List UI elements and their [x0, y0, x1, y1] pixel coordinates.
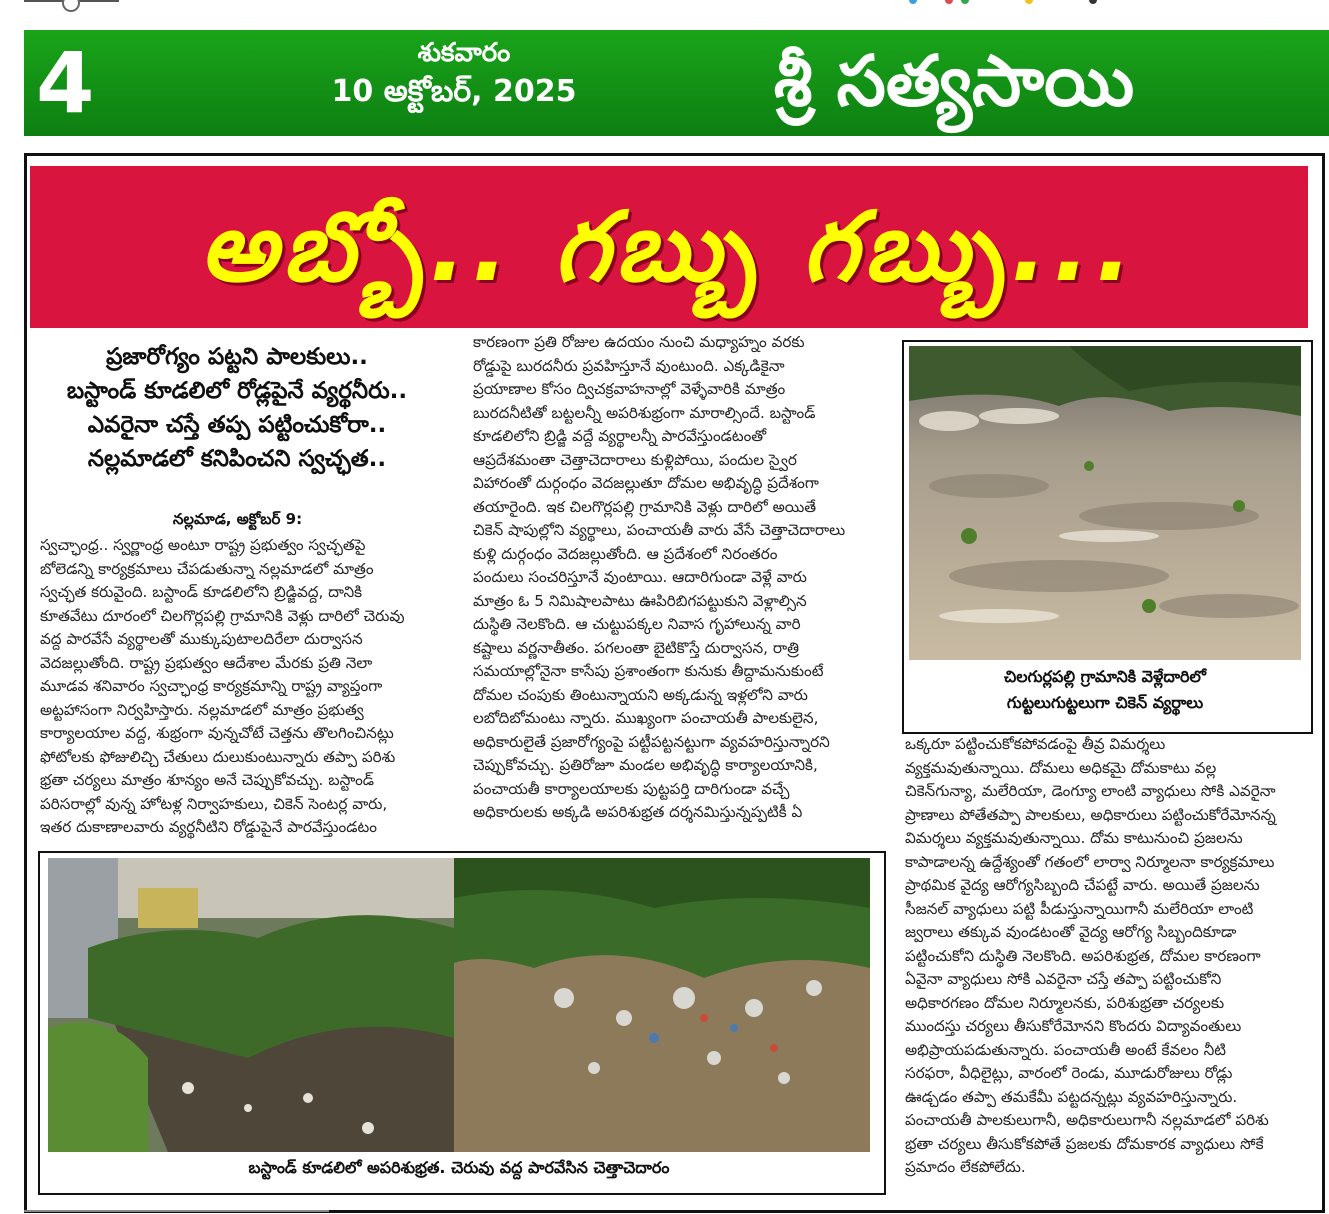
body-line: అధికారులైతే ప్రజారోగ్యంపై పట్టీపట్టనట్టుగా వ్యవహరిస్తున్నారని — [473, 732, 830, 751]
bottom-rule — [24, 1210, 329, 1212]
page-number: 4 — [36, 34, 95, 132]
body-line: సరఫరా, వీధిలైట్లు, వారంలో రెండు, మూడురోజులు రోడ్లు — [905, 1064, 1233, 1082]
body-line: మూడవ శనివారం స్వచ్ఛాంధ్ర కార్యక్రమాన్ని రాష్ట్ర వ్యాప్తంగా — [40, 677, 383, 695]
bottom-photo-caption: బస్టాండ్ కూడలిలో అపరిశుభ్రత. చెరువు వద్ద పారవేసిన చెత్తాచెదారం — [248, 1158, 670, 1177]
caption-line: గుట్టలుగుట్టలుగా చికెన్ వ్యర్థాలు — [1006, 693, 1204, 712]
body-line: పట్టించుకోని దుస్థితి నెలకొంది. అపరిశుభ్రత, దోమల కారణంగా — [905, 946, 1261, 965]
body-line: సమయాల్లోనైనా కాసేపు ప్రశాంతంగా కునుకు తీద్దామనుకుంటే — [473, 662, 824, 680]
body-line: భ్రతా చర్యలు మాత్రం శూన్యం అనే చెప్పుకోవచ్చు. బస్టాండ్ — [40, 771, 375, 789]
body-line: కార్యాలయాల వద్ద, శుభ్రంగా వున్నచోటే చెత్తను తొలగించినట్లు — [40, 724, 394, 742]
deck-line: నల్లమాడలో కనిపించని స్వచ్ఛత.. — [87, 446, 387, 472]
article-column-3 — [905, 733, 1317, 1180]
body-line: రోడ్డుపై బురదనీరు ప్రవహిస్తూనే వుంటుంది. ఎక్కడికైనా — [473, 356, 785, 375]
body-line: ఇతర దుకాణాలవారు వ్యర్థనీటిని రోడ్డుపైనే పారవేస్తుండటం — [40, 818, 377, 836]
body-line: ప్రమాదం లేకపోలేదు. — [905, 1158, 1026, 1176]
body-line: తయారైంది. ఇక చిలగొర్లపల్లి గ్రామానికి వెళ్లు దారిలో అయితే — [473, 497, 817, 516]
body-line: సీజనల్ వ్యాధులు పట్టి పీడుస్తున్నాయిగానీ మలేరియా లాంటి — [905, 899, 1254, 918]
body-line: ఊడ్చడం తప్పా తమకేమీ పట్టదన్నట్లు వ్యవహరిస్తున్నారు. — [905, 1087, 1238, 1106]
body-line: లబోదిబోమంటు న్నారు. ముఖ్యంగా పంచాయతీ పాలకులైన, — [473, 709, 819, 727]
body-line: భ్రతా చర్యలు తీసుకోకపోతే ప్రజలకు దోమకారక వ్యాధులు సోకే — [905, 1134, 1264, 1153]
body-line: అధికారగణం దోమల నిర్మూలనకు, పరిశుభ్రతా చర్యలకు — [905, 993, 1225, 1012]
body-line: స్వచ్ఛత కరువైంది. బస్టాండ్ కూడలిలోని బ్రిడ్జివద్ద, దానికి — [40, 583, 363, 601]
subheadline-deck — [38, 340, 436, 476]
body-line: చెప్పుకోవచ్చు. ప్రతిరోజూ మండల అభివృద్ధి కార్యాలయానికి, — [473, 756, 818, 774]
body-line: బురదనీటితో బట్టలన్నీ అపరిశుభ్రంగా మారాల్సిందే. బస్టాండ్ — [473, 403, 816, 422]
body-line: పందులు సంచరిస్తూనే వుంటాయి. ఆదారిగుండా వెళ్లే వారు — [473, 568, 807, 586]
body-line: అట్టహాసంగా నిర్వహిస్తారు. నల్లమాడలో మాత్రం ప్రభుత్వ — [40, 700, 364, 719]
body-line: వెదజల్లుతోంది. రాష్ట్ర ప్రభుత్వం ఆదేశాల మేరకు ప్రతి నెలా — [40, 653, 373, 672]
body-line: ప్రాణాలు పోతేతప్పా పాలకులు, అధికారులు పట్టించుకోరేమోనన్న — [905, 805, 1276, 824]
body-line: అధికారులకు అక్కడి అపరిశుభ్రత దర్శనమిస్తున్నప్పటికీ ఏ — [473, 803, 803, 821]
caption-line: చిలగుర్లపల్లి గ్రామానికి వెళ్లేదారిలో — [1004, 667, 1206, 686]
body-line: చికెన్ షాపుల్లోని వ్యర్థాలు, పంచాయతీ వారు వేసే చెత్తాచెదారాలు — [473, 521, 846, 539]
body-line: ప్రయాణాల కోసం ద్విచక్రవాహనాల్లో వెళ్ళేవారికి మాత్రం — [473, 380, 786, 398]
body-line: పంచాయతీ కార్యాలయాలకు పుట్టపర్తి దారిగుండా వచ్చే — [473, 779, 790, 798]
body-line: ఒక్కరూ పట్టించుకోకపోవడంపై తీవ్ర విమర్శలు — [905, 735, 1166, 753]
body-line: బోలెడన్ని కార్యక్రమాలు చేపడుతున్నా నల్లమాడలో మాత్రం — [40, 559, 374, 578]
article-column-1 — [40, 534, 440, 840]
body-line: కాపాడాలన్న ఉద్దేశ్యంతో గతంలో లార్వా నిర్మూలనా కార్యక్రమాలు — [905, 852, 1275, 871]
body-line: దుస్థితి నెలకొంది. ఆ చుట్టుపక్కల నివాస గృహాలున్న వారి — [473, 615, 801, 633]
deck-line: ప్రజారోగ్యం పట్టని పాలకులు.. — [106, 344, 368, 370]
body-line: దోమల చంపుకు తింటున్నాయని అక్కడున్న ఇళ్లలోని వారు — [473, 685, 808, 704]
body-line: కూతవేటు దూరంలో చిలగొర్లపల్లి గ్రామానికి వెళ్లు దారిలో చెరువు — [40, 606, 405, 625]
body-line: పరిసరాల్లో వున్న హోటళ్ల నిర్వాహకులు, చికెన్ సెంటర్ల వారు, — [40, 794, 388, 813]
body-line: కుళ్లి దుర్గంధం వెదజల్లుతోంది. ఆ ప్రదేశంలో నిరంతరం — [473, 544, 778, 563]
body-line: జ్వరాలు తక్కువ వుండటంతో వైద్య ఆరోగ్య సిబ్బందికూడా — [905, 923, 1237, 941]
bus-stand-photo — [48, 858, 454, 1152]
body-line: ఏవైనా వ్యాధులు సోకి ఎవరైనా చస్తే తప్పా పట్టించుకోని — [905, 970, 1222, 988]
body-line: వద్ద పారవేసే వ్యర్థాలతో ముక్కుపుటాలదిరేలా దుర్వాసన — [40, 630, 363, 648]
deck-line: బస్టాండ్ కూడలిలో రోడ్లపైనే వ్యర్థనీరు.. — [66, 378, 408, 404]
body-line: వ్యక్తమవుతున్నాయి. దోమలు అధికమై దోమకాటు వల్ల — [905, 758, 1217, 777]
body-line: స్వచ్ఛాంధ్ర.. స్వర్ణాంధ్ర అంటూ రాష్ట్ర ప్రభుత్వం స్వచ్ఛతపై — [40, 536, 366, 554]
masthead — [24, 30, 1329, 136]
masthead-district-title: శ్రీ సత్యసాయి — [773, 39, 1135, 122]
color-dots-decoration — [905, 0, 1105, 4]
masthead-day: శుకవారం — [417, 38, 511, 68]
dateline: నల్లమాడ, అక్టోబర్ 9: — [172, 510, 303, 528]
article-column-2 — [473, 331, 885, 825]
headline-banner — [30, 166, 1308, 328]
body-line: అభిప్రాయపడుతున్నారు. పంచాయతీ అంటే కేవలం నీటి — [905, 1040, 1226, 1059]
body-line: కూడలిలోని బ్రిడ్జి వద్దే వ్యర్థాలన్నీ పారవేస్తుండటంతో — [473, 427, 767, 445]
chicken-waste-photo — [909, 346, 1301, 660]
body-line: ఫోటోలకు ఫోజులిచ్చి చేతులు దులుకుంటున్నారు తప్పా పరిశు — [40, 747, 396, 766]
headline: అబ్బో.. గబ్బు గబ్బు... — [199, 191, 1139, 303]
pond-garbage-photo — [454, 858, 870, 1152]
body-line: చికెన్‌గున్యా, మలేరియా, డెంగ్యూ లాంటి వ్యాధులు సోకి ఎవరైనా — [905, 782, 1276, 800]
body-line: కారణంగా ప్రతి రోజుల ఉదయం నుంచి మధ్యాహ్నం వరకు — [473, 333, 805, 351]
masthead-date: 10 అక్టోబర్, 2025 — [331, 74, 577, 109]
right-photo-caption — [909, 664, 1301, 716]
deck-line: ఎవరైనా చస్తే తప్ప పట్టించుకోరా.. — [87, 412, 387, 438]
body-line: కష్టాలు వర్ణనాతీతం. పగలంతా బైటికొస్తే దుర్వాసన, రాత్రి — [473, 638, 799, 657]
body-line: విహారంతో దుర్గంధం వెదజల్లుతూ దోమల అభివృద్ధి ప్రదేశంగా — [473, 474, 819, 492]
body-line: విమర్శలు వ్యక్తమవుతున్నాయి. దోమ కాటునుంచి ప్రజలను — [905, 829, 1243, 847]
body-line: పంచాయతీ పాలకులుగానీ, అధికారులుగానీ నల్లమాడలో పరిశు — [905, 1111, 1269, 1129]
body-line: ప్రాథమిక వైద్య ఆరోగ్యసిబ్బంది చేపట్టే వారు. అయితే ప్రజలను — [905, 876, 1260, 894]
body-line: ఆప్రదేశమంతా చెత్తాచెదారాలు కుళ్లిపోయి, పందుల స్వైర — [473, 450, 797, 469]
body-line: ముందస్తు చర్యలు తీసుకోరేమోనని కొందరు విద్యావంతులు — [905, 1017, 1242, 1035]
body-line: మాత్రం ఓ 5 నిమిషాలపాటు ఊపిరిబిగపట్టుకుని వెళ్లాల్సిన — [473, 591, 807, 610]
top-circle-mark — [62, 0, 80, 12]
